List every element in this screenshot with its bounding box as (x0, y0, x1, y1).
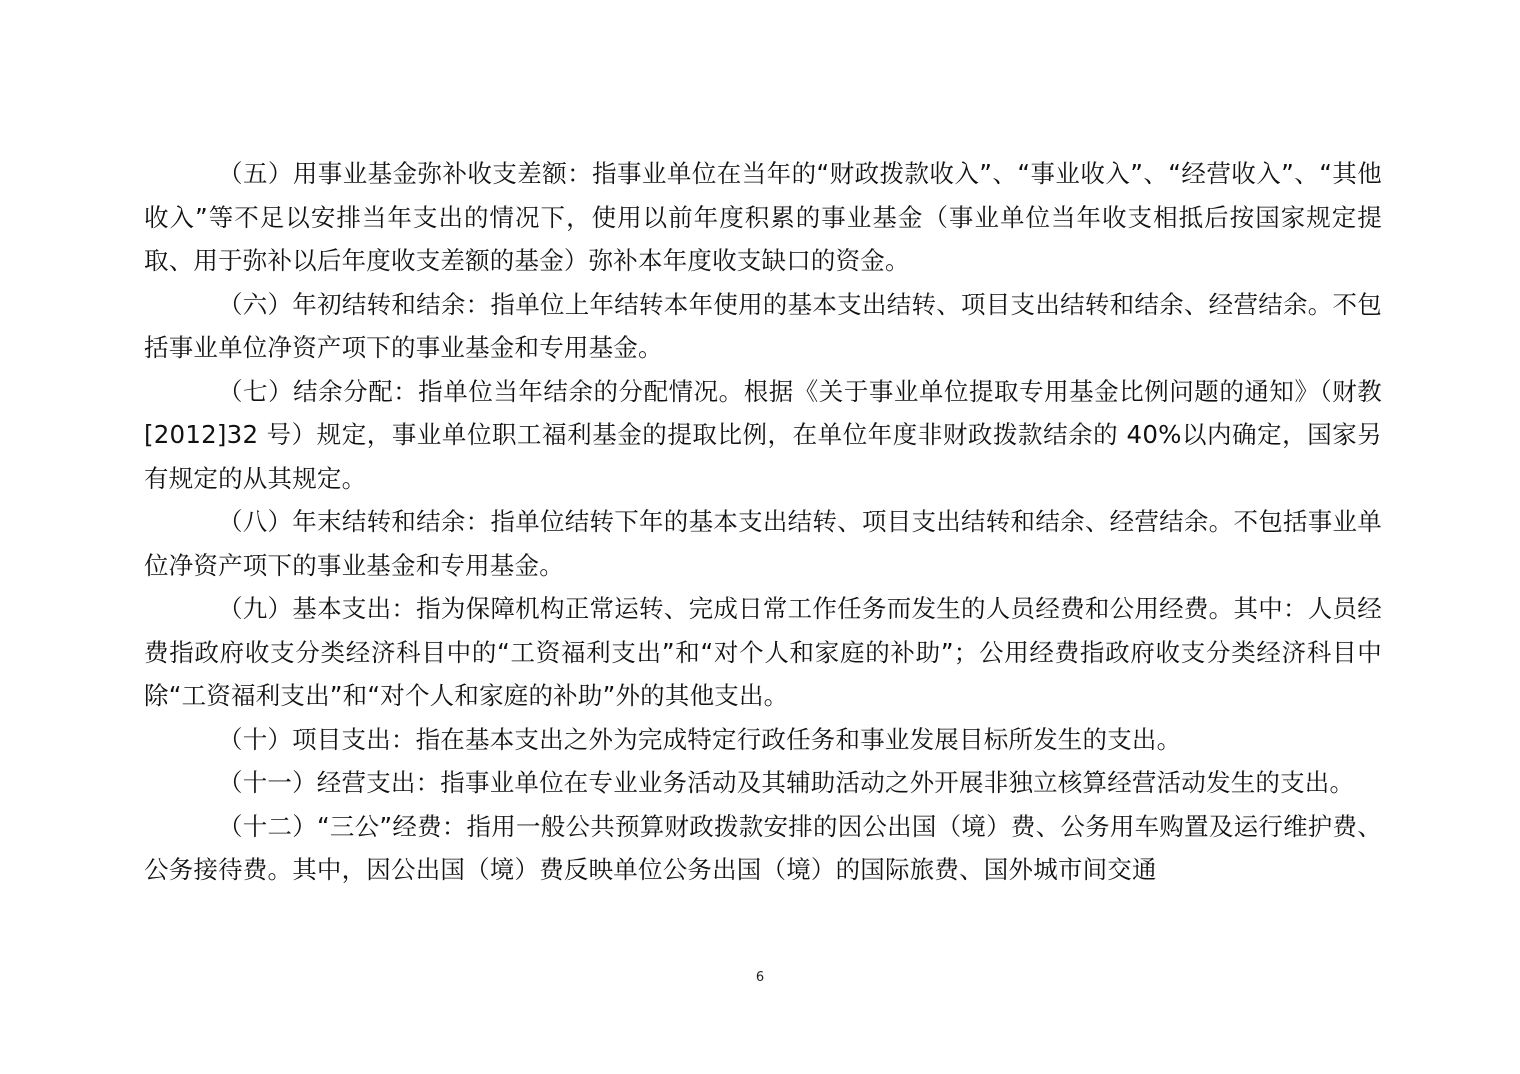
paragraph-item-11: （十一）经营支出：指事业单位在专业业务活动及其辅助活动之外开展非独立核算经营活动发生的支出。 (218, 768, 1355, 797)
paragraph-item-6: （六）年初结转和结余：指单位上年结转本年使用的基本支出结转、项目支出结转和结余、经营结余。不包括事业单位净资产项下的事业基金和专用基金。 (144, 289, 1382, 362)
paragraph-item-7: （七）结余分配：指单位当年结余的分配情况。根据《关于事业单位提取专用基金比例问题的通知》（财教[2012]32 号）规定，事业单位职工福利基金的提取比例，在单位年度非财政拨款结余的 40%以内确定，国家另有规定的从其规定。 (144, 376, 1382, 493)
paragraph-item-10: （十）项目支出：指在基本支出之外为完成特定行政任务和事业发展目标所发生的支出。 (218, 724, 1182, 754)
page-number: 6 (755, 970, 765, 985)
paragraph-item-12: （十二）“三公”经费：指用一般公共预算财政拨款安排的因公出国（境）费、公务用车购置及运行维护费、公务接待费。其中，因公出国（境）费反映单位公务出国（境）的国际旅费、国外城市间交通 (144, 811, 1382, 884)
document-body (144, 152, 1382, 892)
paragraph-item-9: （九）基本支出：指为保障机构正常运转、完成日常工作任务而发生的人员经费和公用经费。其中：人员经费指政府收支分类经济科目中的“工资福利支出”和“对个人和家庭的补助”；公用经费指政府收支分类经济科目中除“工资福利支出”和“对个人和家庭的补助”外的其他支出。 (144, 594, 1382, 710)
paragraph-item-5: （五）用事业基金弥补收支差额：指事业单位在当年的“财政拨款收入”、“事业收入”、“经营收入”、“其他收入”等不足以安排当年支出的情况下，使用以前年度积累的事业基金（事业单位当年收支相抵后按国家规定提取、用于弥补以后年度收支差额的基金）弥补本年度收支缺口的资金。 (144, 159, 1382, 275)
paragraph-item-8: （八）年末结转和结余：指单位结转下年的基本支出结转、项目支出结转和结余、经营结余。不包括事业单位净资产项下的事业基金和专用基金。 (144, 507, 1382, 580)
